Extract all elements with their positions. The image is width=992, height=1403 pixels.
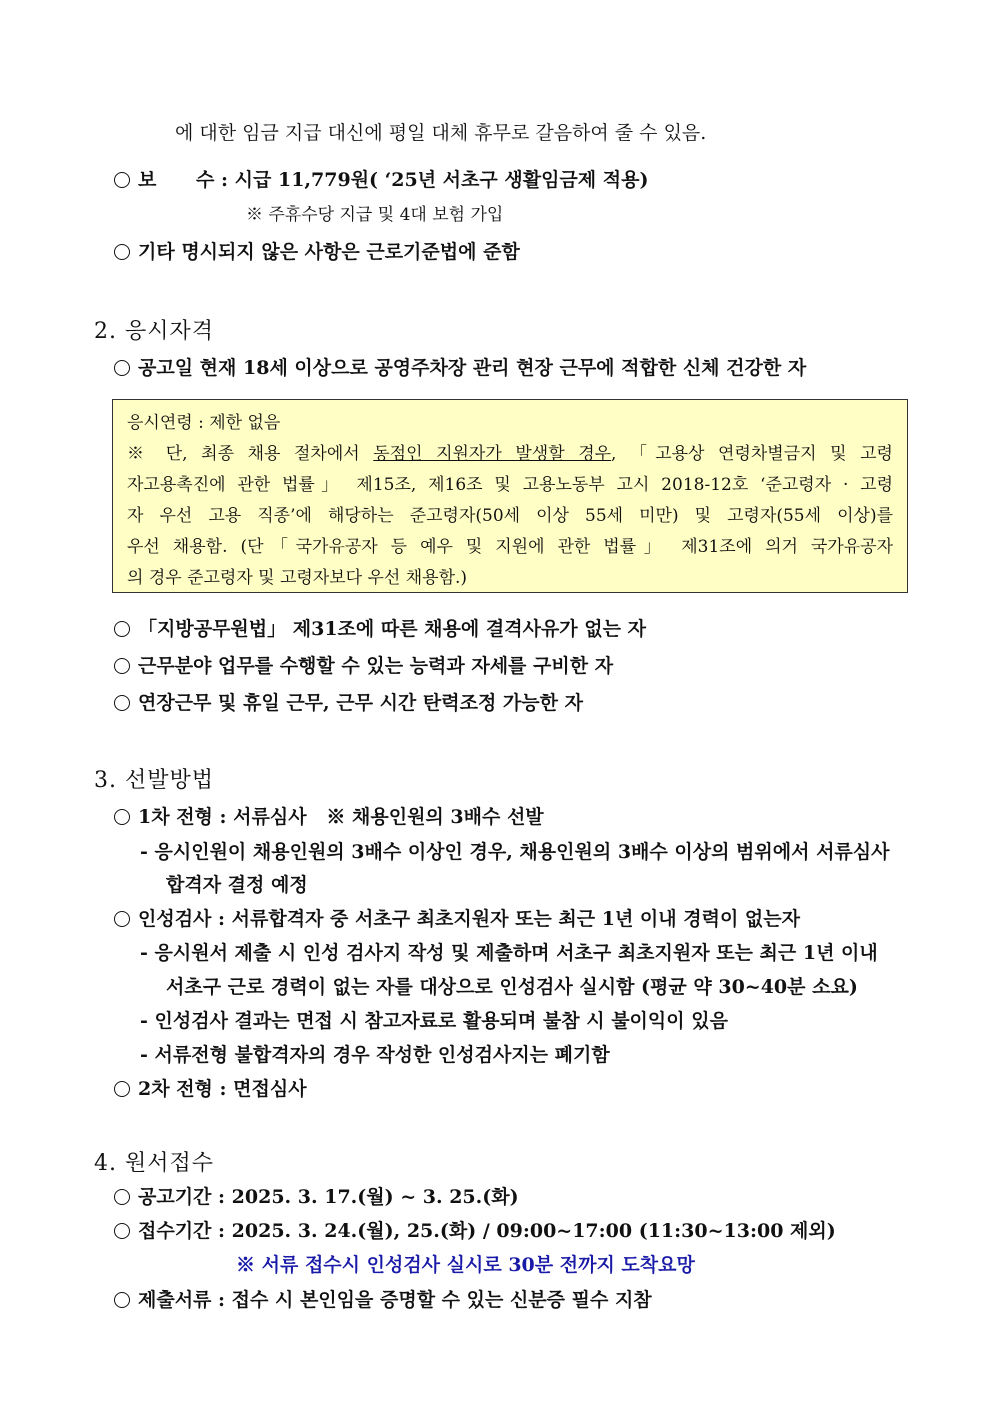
qualification-item-4 xyxy=(114,691,583,716)
circle-bullet-icon xyxy=(114,360,130,376)
age-note-line-4: 자 우선 고용 직종’에 해당하는 준고령자(50세 이상 55세 미만) 및 고령자(55세 이상)를 xyxy=(127,506,893,526)
circle-bullet-icon xyxy=(114,658,130,674)
receipt-period-text: 접수기간 : 2025. 3. 24.(월), 25.(화) / 09:00~17:00 (11:30~13:00 제외) xyxy=(138,1220,836,1242)
documents-item xyxy=(114,1288,652,1313)
circle-bullet-icon xyxy=(114,172,130,188)
other-text: 기타 명시되지 않은 사항은 근로기준법에 준함 xyxy=(138,241,520,263)
pay-value: : 시급 11,779원( ‘25년 서초구 생활임금제 적용) xyxy=(221,169,649,191)
qualification-item-3 xyxy=(114,654,613,679)
personality-test-item xyxy=(114,907,800,932)
selection-step-1-sub-1: - 응시인원이 채용인원의 3배수 이상인 경우, 채용인원의 3배수 이상의 범위에서 서류심사 xyxy=(140,841,890,863)
selection-step-2 xyxy=(114,1077,307,1102)
notice-period-text: 공고기간 : 2025. 3. 17.(월) ~ 3. 25.(화) xyxy=(138,1186,519,1208)
qualification-item-1 xyxy=(114,356,806,381)
circle-bullet-icon xyxy=(114,1189,130,1205)
circle-bullet-icon xyxy=(114,695,130,711)
personality-sub-2: 서초구 근로 경력이 없는 자를 대상으로 인성검사 실시함 (평균 약 30~40분 소요) xyxy=(166,976,858,998)
circle-bullet-icon xyxy=(114,911,130,927)
documents-text: 제출서류 : 접수 시 본인임을 증명할 수 있는 신분증 필수 지참 xyxy=(138,1289,652,1311)
selection-step-1-text: 1차 전형 : 서류심사 ※ 채용인원의 3배수 선발 xyxy=(138,806,544,828)
other-row xyxy=(114,240,520,265)
age-note-line-6: 의 경우 준고령자 및 고령자보다 우선 채용함.) xyxy=(127,568,468,588)
section-3-heading: 3. 선발방법 xyxy=(94,768,214,793)
age-note-line-2b: , 「고용상 연령차별금지 및 고령 xyxy=(611,444,893,464)
age-note-line-2a: ※ 단, 최종 채용 절차에서 xyxy=(127,444,374,464)
selection-step-1 xyxy=(114,805,544,830)
selection-step-2-text: 2차 전형 : 면접심사 xyxy=(138,1078,307,1100)
pay-note: ※ 주휴수당 지급 및 4대 보험 가입 xyxy=(246,205,504,225)
section-4-heading: 4. 원서접수 xyxy=(94,1151,214,1176)
qualification-item-2 xyxy=(114,617,646,642)
circle-bullet-icon xyxy=(114,1081,130,1097)
intro-continuation: 에 대한 임금 지급 대신에 평일 대체 휴무로 갈음하여 줄 수 있음. xyxy=(175,122,707,144)
arrival-note: ※ 서류 접수시 인성검사 실시로 30분 전까지 도착요망 xyxy=(236,1254,695,1276)
pay-label: 보 수 xyxy=(138,169,215,191)
circle-bullet-icon xyxy=(114,244,130,260)
personality-test-text: 인성검사 : 서류합격자 중 서초구 최초지원자 또는 최근 1년 이내 경력이 없는자 xyxy=(138,908,800,930)
receipt-period-item xyxy=(114,1219,836,1244)
notice-period-item xyxy=(114,1185,519,1210)
qualification-text-3: 근무분야 업무를 수행할 수 있는 능력과 자세를 구비한 자 xyxy=(138,655,614,677)
circle-bullet-icon xyxy=(114,1292,130,1308)
personality-sub-3: - 인성검사 결과는 면접 시 참고자료로 활용되며 불참 시 불이익이 있음 xyxy=(140,1010,728,1032)
qualification-text-4: 연장근무 및 휴일 근무, 근무 시간 탄력조정 가능한 자 xyxy=(138,692,583,714)
personality-sub-4: - 서류전형 불합격자의 경우 작성한 인성검사지는 폐기함 xyxy=(140,1044,610,1066)
tie-condition-underlined: 동점인 지원자가 발생할 경우 xyxy=(373,444,612,464)
age-note-box xyxy=(112,399,908,593)
circle-bullet-icon xyxy=(114,809,130,825)
qualification-text-1: 공고일 현재 18세 이상으로 공영주차장 관리 현장 근무에 적합한 신체 건강한 자 xyxy=(138,357,807,379)
personality-sub-1: - 응시원서 제출 시 인성 검사지 작성 및 제출하며 서초구 최초지원자 또는 최근 1년 이내 xyxy=(140,942,878,964)
circle-bullet-icon xyxy=(114,621,130,637)
age-note-line-5: 우선 채용함. (단「국가유공자 등 예우 및 지원에 관한 법률」 제31조에 의거 국가유공자 xyxy=(127,537,893,557)
circle-bullet-icon xyxy=(114,1223,130,1239)
age-note-line-3: 자고용촉진에 관한 법률」 제15조, 제16조 및 고용노동부 고시 2018-12호 ‘준고령자 · 고령 xyxy=(127,475,893,495)
age-note-line-2 xyxy=(127,439,893,470)
pay-row xyxy=(114,168,648,193)
section-2-heading: 2. 응시자격 xyxy=(94,319,214,344)
age-note-line-1: 응시연령 : 제한 없음 xyxy=(127,413,281,433)
selection-step-1-sub-2: 합격자 결정 예정 xyxy=(166,874,308,896)
qualification-text-2: 「지방공무원법」 제31조에 따른 채용에 결격사유가 없는 자 xyxy=(138,618,646,640)
